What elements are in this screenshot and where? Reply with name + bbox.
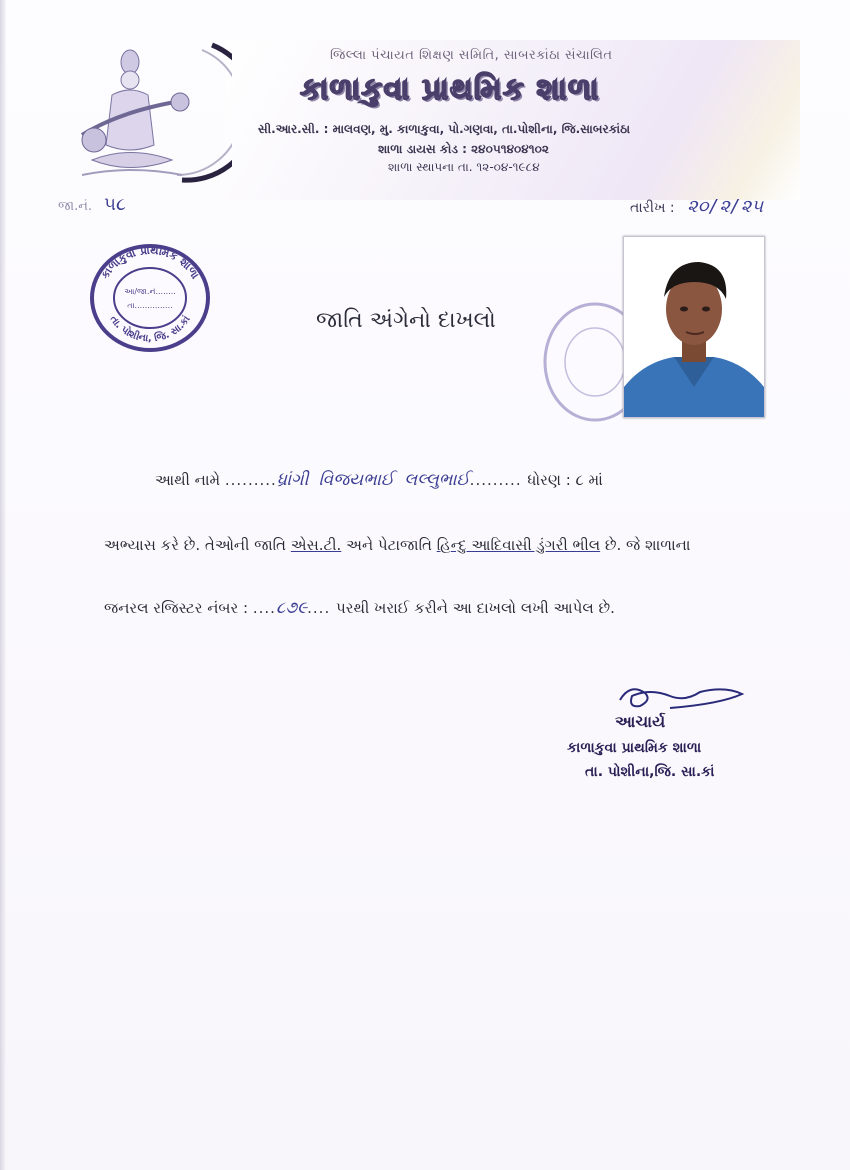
certificate-title: જાતિ અંગેનો દાખલો xyxy=(316,308,496,333)
header-banner xyxy=(225,40,800,200)
dotted-leader: ......... xyxy=(224,471,277,489)
student-photo-icon xyxy=(623,236,765,418)
stamp-line-2: તા............... xyxy=(127,301,173,310)
scan-edge xyxy=(0,0,6,1170)
school-address: સી.આર.સી. : માલવણ, મુ. કાળાકુવા, પો.ગણવા, તા.પોશીના, જિ.સાબરકાંઠા xyxy=(258,122,631,136)
signatory-address: તા. પોશીના,જિ. સા.કાં xyxy=(585,764,715,780)
reference-value: ૫૮ xyxy=(104,194,126,215)
register-number: ૮૭૯ xyxy=(275,598,308,618)
line2-prefix: અભ્યાસ કરે છે. તેઓની જાતિ xyxy=(104,536,287,554)
dotted-leader: .... xyxy=(307,599,336,617)
line2-suffix: છે. જે શાળાના xyxy=(604,536,691,554)
line3-suffix: પરથી ખરાઈ કરીને આ દાખલો લખી આપેલ છે. xyxy=(335,599,615,617)
school-name-title: કાળાકુવા પ્રાથમિક શાળા xyxy=(300,72,600,107)
subcaste-value: હિન્દુ આદિવાસી ડુંગરી ભીલ xyxy=(436,536,601,554)
line1-prefix: આથી નામે xyxy=(155,471,221,489)
reference-label: જા.નં. xyxy=(58,199,93,214)
body-line-3 xyxy=(104,598,615,618)
established-date: શાળા સ્થાપના તા. ૧૨-૦૪-૧૯૮૪ xyxy=(388,160,540,174)
line3-prefix: જનરલ રજિસ્ટર નંબર : xyxy=(104,599,249,617)
dotted-leader: ......... xyxy=(469,471,528,489)
line1-suffix: ધોરણ : ૮ માં xyxy=(527,471,603,489)
line2-mid: અને પેટાજાતિ xyxy=(346,536,432,554)
signatory-school: કાળાકુવા પ્રાથમિક શાળા xyxy=(567,740,702,756)
stamp-top-text: કાળાકુવા પ્રાથમિક શાળા xyxy=(98,243,202,282)
dise-code: શાળા ડાયસ કોડ : ૨૪૦૫૧૪૦૪૧૦૨ xyxy=(378,142,549,156)
student-name: ધ્રાંગી વિજયભાઈ લલ્લુભાઈ xyxy=(276,470,470,490)
svg-text:કાળાકુવા પ્રાથમિક શાળા xyxy=(98,244,202,282)
date-label: તારીખ : xyxy=(630,200,675,216)
reference-number xyxy=(58,194,126,215)
school-stamp-icon xyxy=(88,242,212,354)
signatory-role: આચાર્ય xyxy=(615,712,666,731)
issue-date xyxy=(630,196,763,217)
date-value: ૨૦/૨/૨૫ xyxy=(687,196,764,217)
saraswati-emblem-icon xyxy=(62,40,232,185)
caste-value: એસ.ટી. xyxy=(290,536,342,554)
dotted-leader: .... xyxy=(252,599,276,617)
body-line-2 xyxy=(104,536,690,554)
org-line: જિલ્લા પંચાયત શિક્ષણ સમિતિ, સાબરકાંઠા સંચાલિત xyxy=(330,48,613,63)
stamp-line-1: આ/જા.નં........ xyxy=(124,287,176,296)
body-line-1 xyxy=(155,470,603,490)
stamp-bottom-text: તા. પોશીના, જિ. સા.કાં xyxy=(107,314,193,345)
